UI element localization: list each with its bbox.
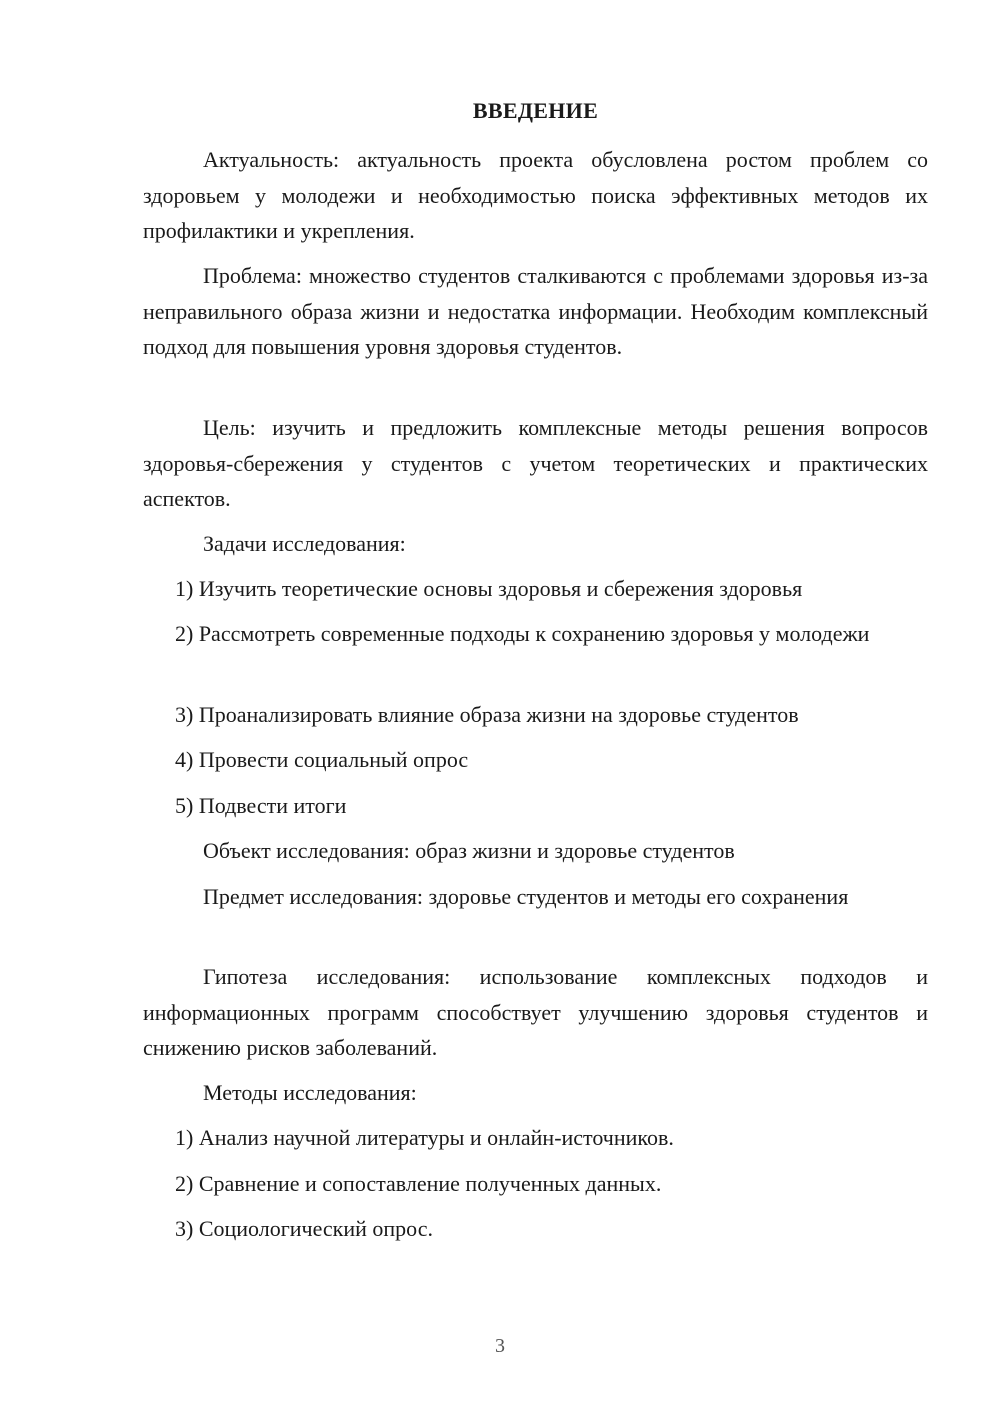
method-item: 2) Сравнение и сопоставление полученных данных. xyxy=(175,1171,662,1196)
object-paragraph: Объект исследования: образ жизни и здоровье студентов xyxy=(203,838,735,863)
task-item: 5) Подвести итоги xyxy=(175,793,347,818)
tasks-heading: Задачи исследования: xyxy=(203,531,406,556)
task-item: 2) Рассмотреть современные подходы к сохранению здоровья у молодежи xyxy=(175,621,870,646)
page-number: 3 xyxy=(495,1335,505,1357)
method-item: 1) Анализ научной литературы и онлайн-источников. xyxy=(175,1125,674,1150)
goal-paragraph: Цель: изучить и предложить комплексные методы решения вопросов здоровья-сбережения у студентов с учетом теоретических и практических аспектов. xyxy=(143,415,928,511)
section-title: ВВЕДЕНИЕ xyxy=(472,98,599,123)
task-item: 4) Провести социальный опрос xyxy=(175,747,469,772)
method-item: 3) Социологический опрос. xyxy=(175,1216,433,1241)
relevance-paragraph: Актуальность: актуальность проекта обусловлена ростом проблем со здоровьем у молодежи и необходимостью поиска эффективных методов их профилактики и укрепления. xyxy=(143,147,928,243)
problem-paragraph: Проблема: множество студентов сталкиваются с проблемами здоровья из-за неправильного образа жизни и недостатка информации. Необходим комплексный подход для повышения уровня здоровья студентов. xyxy=(143,263,928,359)
task-item: 1) Изучить теоретические основы здоровья и сбережения здоровья xyxy=(175,576,803,601)
methods-heading: Методы исследования: xyxy=(203,1080,417,1105)
hypothesis-paragraph: Гипотеза исследования: использование комплексных подходов и информационных программ способствует улучшению здоровья студентов и снижению рисков заболеваний. xyxy=(143,964,928,1060)
task-item: 3) Проанализировать влияние образа жизни на здоровье студентов xyxy=(175,702,799,727)
subject-paragraph: Предмет исследования: здоровье студентов и методы его сохранения xyxy=(203,884,849,909)
